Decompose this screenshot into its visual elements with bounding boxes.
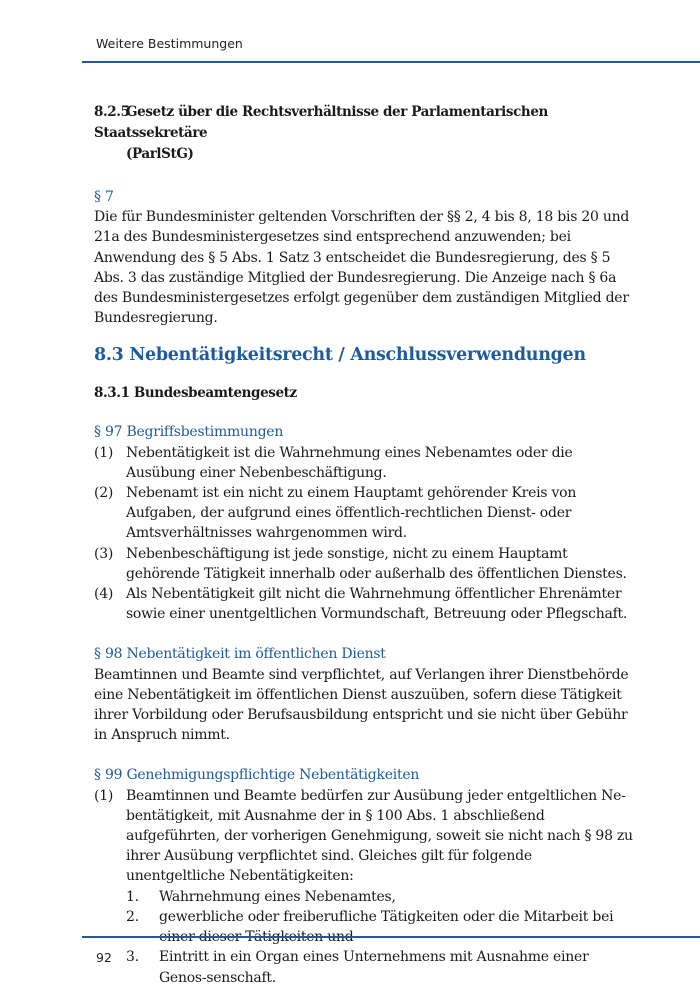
page-number: 92 [96,950,112,965]
item-text: Nebenamt ist ein nicht zu einem Hauptamt gehörender Kreis von Aufgaben, der aufgrund eines öffentlich-rechtlichen Dienst- oder Amtsverhältnisses wahrgenommen wird. [126,485,577,542]
list-item [94,786,634,988]
page-content [94,102,634,988]
item-text: Als Nebentätigkeit gilt nicht die Wahrnehmung öffentlicher Ehrenämter sowie einer unentgeltlichen Vormundschaft, Betreuung oder Pflegschaft. [126,586,628,623]
list-item [94,483,634,544]
list-item [94,544,634,584]
sub-item-number: 2. [126,908,139,925]
paragraph-98-heading: § 98 Nebentätigkeit im öffentlichen Dienst [94,646,386,663]
paragraph-98-text: Beamtinnen und Beamte sind verpflichtet, auf Verlangen ihrer Dienstbehörde eine Nebentätigkeit im öffentlichen Dienst auszuüben, sofern diese Tätigkeit ihrer Vorbildung oder Berufsausbildung entspricht und sie nicht über Gebühr in Anspruch nimmt. [94,666,629,744]
section-831-heading: 8.3.1 Bundesbeamtengesetz [94,385,297,402]
item-text: Beamtinnen und Beamte bedürfen zur Ausübung jeder entgeltlichen Ne-bentätigkeit, mit Ausnahme der in § 100 Abs. 1 abschließend aufgeführten, der vorherigen Genehmigung, soweit sie nicht nach § 98 zu ihrer Ausübung verpflichtet sind. Gleiches gilt für folgende unentgeltliche Nebentätigkeiten: [126,787,633,885]
item-number: (4) [94,586,114,603]
paragraph-97-heading: § 97 Begriffsbestimmungen [94,424,284,441]
paragraph-97-list [94,443,634,625]
sub-item-number: 3. [126,949,139,966]
section-825-title-line2: (ParlStG) [126,146,194,162]
sub-item-number: 1. [126,888,139,905]
list-item [94,443,634,483]
running-header: Weitere Bestimmungen [96,36,243,51]
section-83-heading: 8.3 Nebentätigkeitsrecht / Anschlussverwendungen [94,345,586,366]
section-825-title-line1: Gesetz über die Rechtsverhältnisse der Parlamentarischen Staatssekretäre [94,104,548,141]
item-number: (1) [94,444,114,461]
item-text: Nebentätigkeit ist die Wahrnehmung eines Nebenamtes oder die Ausübung einer Nebenbeschäftigung. [126,444,573,481]
paragraph-7-label: § 7 [94,189,114,205]
sub-list-item [126,887,634,907]
section-825-number: 8.2.5 [94,104,130,120]
item-number: (1) [94,787,114,804]
header-rule [82,61,700,63]
sub-item-text: Eintritt in ein Organ eines Unternehmens mit Ausnahme einer Genos-senschaft. [159,949,589,986]
sub-list-item [126,947,634,987]
section-825-heading [94,102,634,165]
item-number: (3) [94,545,114,562]
item-text: Nebenbeschäftigung ist jede sonstige, nicht zu einem Hauptamt gehörende Tätigkeit innerhalb oder außerhalb des öffentlichen Dienstes. [126,545,627,582]
sub-item-text: Wahrnehmung eines Nebenamtes, [159,888,396,905]
footer-rule [82,936,700,938]
paragraph-99-heading: § 99 Genehmigungspflichtige Nebentätigkeiten [94,767,420,784]
item-number: (2) [94,485,114,502]
sub-list-item [126,907,634,947]
paragraph-7-text: Die für Bundesminister geltenden Vorschriften der §§ 2, 4 bis 8, 18 bis 20 und 21a des Bundesministergesetzes sind entsprechend anzuwenden; bei Anwendung des § 5 Abs. 1 Satz 3 entscheidet die Bundesregierung, des § 5 Abs. 3 das zuständige Mitglied der Bundesregierung. Die Anzeige nach § 6a des Bundesministergesetzes erfolgt gegenüber dem zuständigen Mitglied der Bundesregierung. [94,209,630,327]
sub-item-text: gewerbliche oder freiberufliche Tätigkeiten oder die Mitarbeit bei [159,908,614,925]
list-item [94,584,634,624]
